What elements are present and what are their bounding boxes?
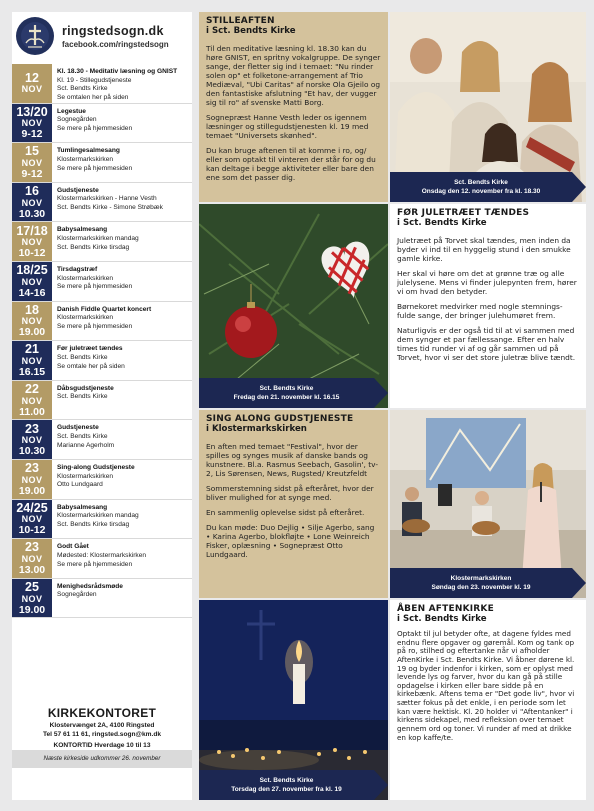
- event-day: 23: [25, 461, 39, 476]
- article-subtitle: i Sct. Bendts Kirke: [397, 218, 487, 228]
- article-title: FØR JULETRÆET TÆNDES: [397, 208, 530, 218]
- article-paragraph: Sommerstemning sidst på efteråret, hvor der bliver mulighed for at synge med.: [206, 484, 374, 503]
- photo-caption: [390, 568, 572, 598]
- event-detail: Sct. Bendts Kirke: [57, 433, 108, 441]
- event-detail: Klostermarkskirken: [57, 472, 114, 480]
- event-title: Før juletræet tændes: [57, 345, 123, 353]
- office-info: [12, 702, 192, 749]
- article-stilleaften: [199, 12, 388, 202]
- event-time: 10.30: [18, 207, 46, 220]
- article-subtitle: i Klostermarkskirken: [206, 424, 307, 434]
- photo-gnist-singers: [390, 12, 586, 202]
- caption-location: Sct. Bendts Kirke: [259, 776, 314, 784]
- photo-caption: [199, 770, 374, 800]
- event-info: [52, 500, 192, 539]
- event-detail: Se mere på hjemmesiden: [57, 560, 133, 568]
- event-date-badge: [12, 183, 52, 222]
- calendar-event[interactable]: [12, 302, 192, 342]
- calendar-event[interactable]: [12, 64, 192, 104]
- article-paragraph: Du kan bruge aftenen til at komme i ro, og/ eller som optakt til vinteren der står for og du kan deltage i begge aktiviteter eller bare den ene som det passer dig.: [206, 146, 376, 183]
- event-detail: Sognegården: [57, 116, 97, 124]
- event-day: 12: [25, 70, 39, 85]
- event-detail: Klostermarkskirken - Hanne Vesth: [57, 195, 157, 203]
- event-month: NOV: [21, 514, 43, 525]
- event-date-badge: [12, 460, 52, 499]
- event-detail: Se mere på hjemmesiden: [57, 322, 133, 330]
- event-info: [52, 579, 192, 618]
- event-date-badge: [12, 302, 52, 341]
- event-detail: Sct. Bendts Kirke: [57, 353, 108, 361]
- event-day: 17/18: [16, 223, 48, 238]
- event-info: [52, 302, 192, 341]
- event-detail: Klostermarkskirken: [57, 274, 114, 282]
- event-date-badge: [12, 500, 52, 539]
- event-title: Gudstjeneste: [57, 186, 99, 194]
- event-detail: Sct. Bendts Kirke: [57, 393, 108, 401]
- event-month: NOV: [21, 157, 43, 168]
- article-paragraph: Her skal vi høre om det at grønne træ og alle julelysene. Mens vi finder julepynten frem, hører vi om hvad den betyder.: [397, 269, 577, 297]
- brand-header: [12, 12, 192, 60]
- event-detail: Sct. Bendts Kirke - Simone Strøbæk: [57, 204, 163, 212]
- event-detail: Marianne Agerholm: [57, 441, 115, 449]
- next-issue-note: Næste kirkeside udkommer 26. november: [12, 750, 192, 768]
- event-month: NOV: [21, 237, 43, 248]
- caption-time: Onsdag den 12. november fra kl. 18.30: [421, 188, 541, 195]
- event-info: [52, 183, 192, 222]
- event-info: [52, 64, 192, 103]
- calendar-event[interactable]: [12, 539, 192, 579]
- event-time: 9-12: [21, 128, 43, 141]
- event-title: Tirsdagstræf: [57, 265, 98, 273]
- event-month: NOV: [21, 395, 43, 406]
- event-time: 19.00: [18, 326, 46, 339]
- facebook-link[interactable]: facebook.com/ringstedsogn: [62, 39, 169, 49]
- event-day: 23: [25, 421, 39, 436]
- event-detail: Klostermarkskirken mandag: [57, 235, 139, 243]
- event-time: 16.15: [18, 365, 46, 378]
- event-time: 9-12: [21, 167, 43, 180]
- event-day: 23: [25, 540, 39, 555]
- event-detail: Otto Lundgaard: [57, 481, 103, 489]
- article-aabenaftenkirke: [390, 600, 586, 800]
- event-time: 13.00: [18, 563, 46, 576]
- event-info: [52, 460, 192, 499]
- event-detail: Se mere på hjemmesiden: [57, 125, 133, 132]
- event-info: [52, 420, 192, 459]
- event-date-badge: [12, 143, 52, 182]
- calendar-event[interactable]: [12, 183, 192, 223]
- event-detail: Klostermarkskirken: [57, 155, 114, 163]
- church-logo-icon: [16, 17, 54, 55]
- calendar-event[interactable]: [12, 500, 192, 540]
- event-day: 18: [25, 302, 39, 317]
- event-detail: Se omtalen her på siden: [57, 94, 129, 102]
- event-info: [52, 341, 192, 380]
- event-month: NOV: [21, 474, 43, 485]
- event-detail: Klostermarkskirken: [57, 314, 114, 322]
- calendar-event[interactable]: [12, 579, 192, 619]
- caption-location: Klostermarkskirken: [450, 574, 512, 582]
- article-paragraph: Til den meditative læsning kl. 18.30 kan du høre GNIST, en spritny vokalgruppe. De synger sange, der fletter sig ind i temaet: "Nu rinder solen op" et folketone-arrangement af Trio Mediæval, "Ubi Caritas" af norske Ola Gjeilo og den fantastiske afslutning "Et hav, der vugger sig til ro" af svenske Matti Borg.: [206, 44, 381, 108]
- event-date-badge: [12, 579, 52, 618]
- caption-time: Søndag den 23. november kl. 19: [431, 584, 531, 591]
- event-month: NOV: [21, 435, 43, 446]
- event-detail: Klostermarkskirken mandag: [57, 512, 139, 520]
- event-date-badge: [12, 420, 52, 459]
- event-title: Sing-along Gudstjeneste: [57, 463, 135, 471]
- event-info: [52, 381, 192, 420]
- event-detail: Se omtale her på siden: [57, 362, 125, 370]
- event-date-badge: [12, 341, 52, 380]
- calendar-event[interactable]: [12, 222, 192, 262]
- calendar-event[interactable]: [12, 381, 192, 421]
- event-day: 15: [25, 144, 39, 159]
- event-detail: Mødested: Klostermarkskirken: [57, 551, 147, 559]
- event-date-badge: [12, 104, 52, 143]
- article-title: ÅBEN AFTENKIRKE: [397, 604, 494, 614]
- event-info: [52, 104, 192, 143]
- article-paragraph: Naturligvis er der også tid til at vi sammen med dem synger et par fællessange. Efter en halv times tid runder vi af og går sammen ud på Torvet, hvor vi ser det store juletræ blive tændt.: [397, 326, 576, 363]
- event-time: 10.30: [18, 445, 46, 458]
- event-title: Tumlingesalmesang: [57, 147, 120, 155]
- event-info: [52, 222, 192, 261]
- event-title: Godt Gået: [57, 543, 89, 551]
- office-address: Klostervænget 2A, 4100 Ringsted: [49, 722, 155, 729]
- event-day: 22: [25, 382, 39, 397]
- event-month: NOV: [21, 553, 43, 564]
- event-detail: Sct. Bendts Kirke tirsdag: [57, 520, 130, 528]
- calendar-event[interactable]: [12, 143, 192, 183]
- event-day: 18/25: [16, 263, 48, 278]
- event-detail: Kl. 19 - Stillegudstjeneste: [57, 76, 132, 84]
- event-title: Legestue: [57, 107, 86, 115]
- event-time: 10-12: [18, 247, 46, 260]
- event-month: NOV: [21, 593, 43, 604]
- event-time: 11.00: [19, 405, 45, 418]
- calendar-event[interactable]: [12, 420, 192, 460]
- article-paragraph: Juletræet på Torvet skal tændes, men inden da byder vi ind til en hyggelig stund i den smukke gamle kirke.: [397, 236, 571, 264]
- calendar-event[interactable]: [12, 262, 192, 302]
- photo-candle: [199, 600, 388, 800]
- event-detail: Sct. Bendts Kirke: [57, 85, 108, 93]
- article-paragraph: En aften med temaet "Festival", hvor der spilles og synges musik af danske bands og kunstnere. Bl.a. Rasmus Seebach, Gasolin', tv-2, Lis Sørensen, News, Rugsted/ Kreutzfeldt: [206, 442, 378, 479]
- article-subtitle: i Sct. Bendts Kirke: [397, 614, 487, 624]
- article-paragraph: Du kan møde: Duo Dejlig • Silje Agerbo, sang • Karina Agerbo, blokfløjte • Lone Weinreich Fisker, oplæsning • Sognepræst Otto Lundgaard.: [206, 523, 375, 560]
- event-time: 14-16: [18, 286, 46, 299]
- event-title: Gudstjeneste: [57, 424, 99, 432]
- event-month: NOV: [21, 84, 43, 95]
- event-time: 19.00: [18, 484, 46, 497]
- event-date-badge: [12, 262, 52, 301]
- event-date-badge: [12, 222, 52, 261]
- event-day: 25: [25, 580, 39, 595]
- event-detail: Sct. Bendts Kirke tirsdag: [57, 243, 130, 251]
- event-list: [12, 64, 192, 618]
- photo-christmas-heart: [199, 204, 388, 408]
- event-time: 10-12: [18, 524, 46, 537]
- event-day: 24/25: [16, 500, 48, 515]
- caption-location: Sct. Bendts Kirke: [259, 384, 314, 392]
- calendar-event[interactable]: [12, 460, 192, 500]
- event-month: NOV: [21, 197, 43, 208]
- photo-caption: [199, 378, 374, 408]
- event-month: NOV: [21, 355, 43, 366]
- event-title: Babysalmesang: [57, 226, 108, 234]
- event-title: Danish Fiddle Quartet koncert: [57, 305, 152, 313]
- event-title: Menighedsrådsmøde: [57, 582, 123, 590]
- article-singalong: [199, 410, 388, 598]
- photo-caption: [390, 172, 572, 202]
- event-day: 16: [25, 184, 39, 199]
- event-day: 13/20: [16, 104, 48, 119]
- event-calendar: [12, 12, 192, 800]
- event-date-badge: [12, 539, 52, 578]
- site-link[interactable]: ringstedsogn.dk: [62, 23, 164, 38]
- article-paragraph: Sognepræst Hanne Vesth leder os igennem læsninger og stillegudstjenesten kl. 19 med temaet "Universets skønhed".: [206, 113, 369, 141]
- event-title: Dåbsgudstjeneste: [57, 384, 114, 392]
- calendar-event[interactable]: [12, 104, 192, 144]
- article-paragraph: Optakt til jul betyder ofte, at dagene fyldes med endnu flere opgaver og gøremål. Kom og tank op på ro, stilhed og eftertanke når vi afholder AftenKirke i Sct. Bendts Kirke. Vi åbner dørene kl. 19 og byder indenfor i kirken, som er oplyst med levende lys og farver, hvor du kan gå på stille opdagelse i kirken eller bare sidde på en kirkebænk. Aftens tema er "Det gode liv", hvor vi sætter fokus på det enkle, i en periode som let kan være hektisk. Kl. 20 holder vi "Aftentanker" i kirkens sidekapel, med refleksion over temaet gennem ord og toner. Vi runder af med at drikke en kop kaffe/te.: [397, 629, 575, 742]
- article-paragraph: Børnekoret medvirker med nogle stemnings-fulde sange, der bringer julehumøret frem.: [397, 302, 563, 321]
- event-month: NOV: [21, 316, 43, 327]
- event-info: [52, 143, 192, 182]
- caption-location: Sct. Bendts Kirke: [454, 178, 508, 186]
- event-title: Babysalmesang: [57, 503, 108, 511]
- office-title: KIRKEKONTORET: [47, 706, 157, 720]
- event-time: 19.00: [18, 603, 46, 616]
- article-title: STILLEAFTEN: [206, 16, 275, 26]
- event-day: 21: [25, 342, 39, 357]
- event-date-badge: [12, 64, 52, 103]
- event-month: NOV: [21, 276, 43, 287]
- office-hours: KONTORTID Hverdage 10 til 13: [53, 742, 151, 749]
- event-title: Kl. 18.30 - Meditativ læsning og GNIST: [57, 68, 178, 75]
- article-title: SING ALONG GUDSTJENESTE: [206, 414, 354, 424]
- photo-band: [390, 410, 586, 598]
- calendar-event[interactable]: [12, 341, 192, 381]
- event-detail: Sognegården: [57, 591, 97, 599]
- article-subtitle: i Sct. Bendts Kirke: [206, 26, 296, 36]
- event-info: [52, 539, 192, 578]
- event-month: NOV: [21, 118, 43, 129]
- caption-time: Fredag den 21. november kl. 16.15: [233, 394, 340, 401]
- event-info: [52, 262, 192, 301]
- caption-time: Torsdag den 27. november fra kl. 19: [231, 786, 342, 793]
- event-detail: Se mere på hjemmesiden: [57, 283, 133, 291]
- article-juletrae: [390, 204, 586, 408]
- event-detail: Se mere på hjemmesiden: [57, 164, 133, 172]
- event-date-badge: [12, 381, 52, 420]
- article-paragraph: En sammenlig oplevelse sidst på efteråret.: [206, 508, 365, 518]
- office-contact[interactable]: Tel 57 61 11 61, ringsted.sogn@km.dk: [42, 731, 162, 738]
